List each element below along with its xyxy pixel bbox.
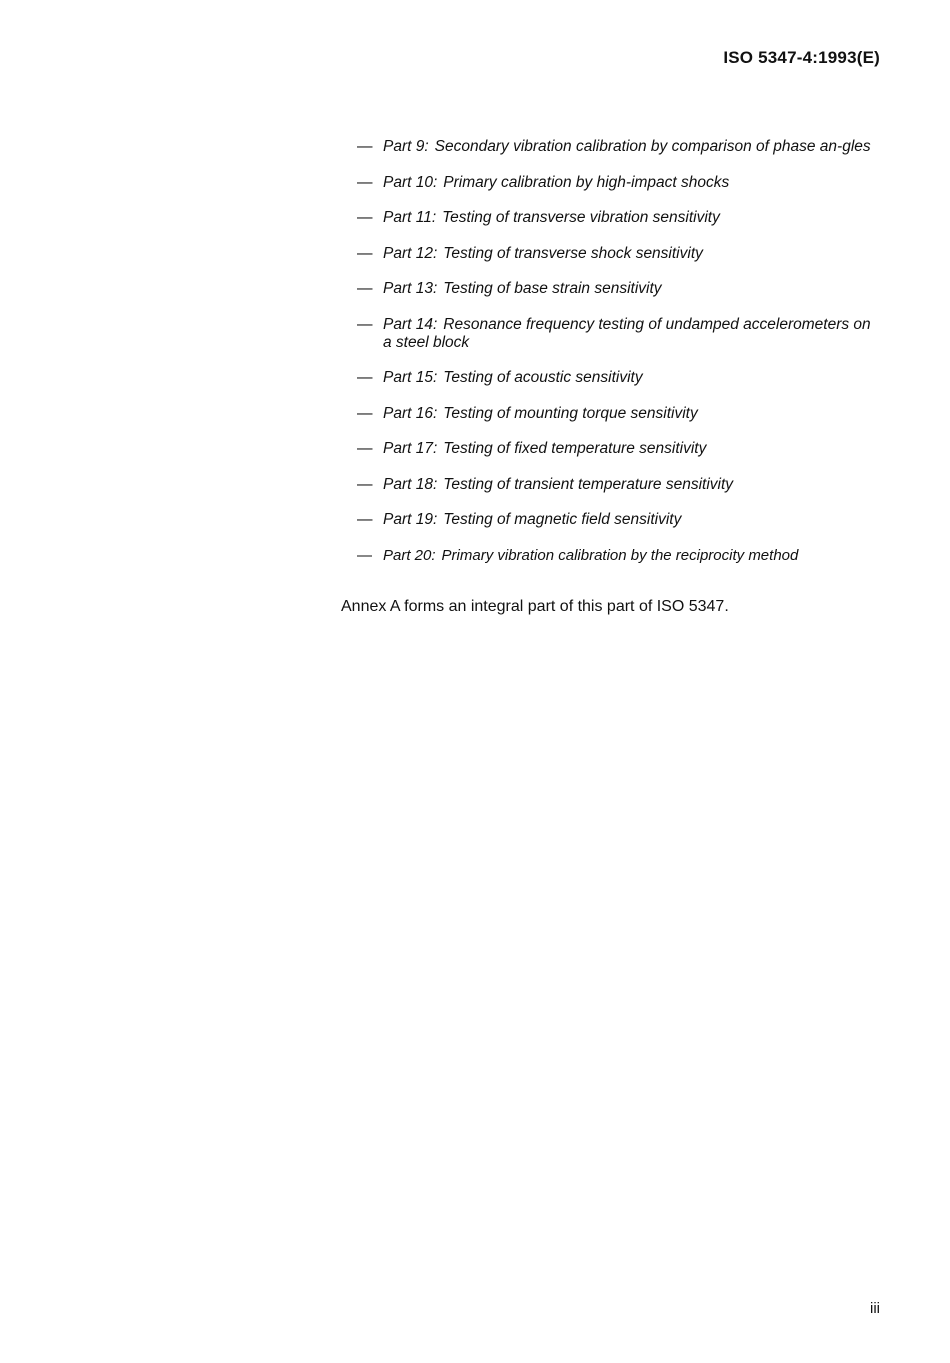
part-title: Testing of transient temperature sensitivity (443, 475, 734, 493)
part-ref: Part 12: (383, 244, 438, 262)
parts-list (357, 138, 883, 565)
part-ref: Part 16: (383, 404, 438, 422)
list-dash: — (357, 475, 373, 493)
part-title: Testing of magnetic field sensitivity (443, 511, 682, 528)
list-item-part-14 (357, 316, 883, 352)
annex-note: Annex A forms an integral part of this part of ISO 5347. (341, 598, 729, 615)
part-ref: Part 19: (383, 511, 438, 528)
part-ref: Part 20: (383, 546, 436, 564)
part-20-text (383, 547, 883, 565)
list-item-part-12 (357, 245, 883, 263)
part-16-text (383, 405, 883, 423)
part-19-text (383, 511, 883, 529)
list-item-part-18 (357, 476, 883, 494)
part-title: Testing of mounting torque sensitivity (443, 404, 698, 422)
list-dash: — (357, 369, 373, 386)
part-ref: Part 18: (383, 475, 438, 493)
part-title: Testing of fixed temperature sensitivity (443, 440, 707, 457)
part-12-text (383, 245, 883, 263)
list-dash: — (357, 404, 373, 422)
part-ref: Part 17: (383, 440, 438, 457)
part-title: Testing of transverse shock sensitivity (443, 244, 703, 262)
part-title: Secondary vibration calibration by comparison of phase an-gles (434, 138, 871, 155)
list-dash: — (357, 138, 373, 155)
part-10-text (383, 174, 883, 192)
list-dash: — (357, 440, 373, 457)
list-item-part-11 (357, 209, 883, 227)
part-13-text (383, 280, 883, 298)
part-17-text (383, 440, 883, 458)
part-9-text (383, 138, 883, 156)
part-15-text (383, 369, 883, 387)
part-ref: Part 10: (383, 173, 438, 191)
part-title: Primary calibration by high-impact shocks (443, 173, 730, 191)
part-title: Testing of transverse vibration sensitivity (442, 209, 720, 226)
part-title: Testing of base strain sensitivity (443, 280, 662, 297)
list-dash: — (357, 546, 372, 564)
list-dash: — (357, 173, 373, 191)
list-dash: — (357, 209, 373, 226)
part-ref: Part 13: (383, 280, 438, 297)
part-11-text (383, 209, 883, 227)
part-ref: Part 9: (383, 138, 429, 155)
list-item-part-9 (357, 138, 883, 156)
list-item-part-17 (357, 440, 883, 458)
list-item-part-16 (357, 405, 883, 423)
page-number: iii (870, 1300, 880, 1317)
list-dash: — (357, 280, 373, 297)
list-dash: — (357, 511, 373, 528)
part-18-text (383, 476, 883, 494)
list-dash: — (357, 315, 373, 333)
part-ref: Part 11: (383, 209, 437, 226)
list-item-part-20 (357, 547, 883, 565)
part-ref: Part 14: (383, 315, 438, 333)
part-title: Resonance frequency testing of undamped accelerometers on a steel block (383, 315, 871, 351)
list-dash: — (357, 244, 373, 262)
list-item-part-13 (357, 280, 883, 298)
part-title: Primary vibration calibration by the reciprocity method (441, 546, 799, 564)
list-item-part-15 (357, 369, 883, 387)
part-14-text (383, 316, 883, 352)
document-header-id: ISO 5347-4:1993(E) (723, 48, 880, 67)
list-item-part-19 (357, 511, 883, 529)
list-item-part-10 (357, 174, 883, 192)
part-title: Testing of acoustic sensitivity (443, 369, 643, 386)
part-ref: Part 15: (383, 369, 438, 386)
